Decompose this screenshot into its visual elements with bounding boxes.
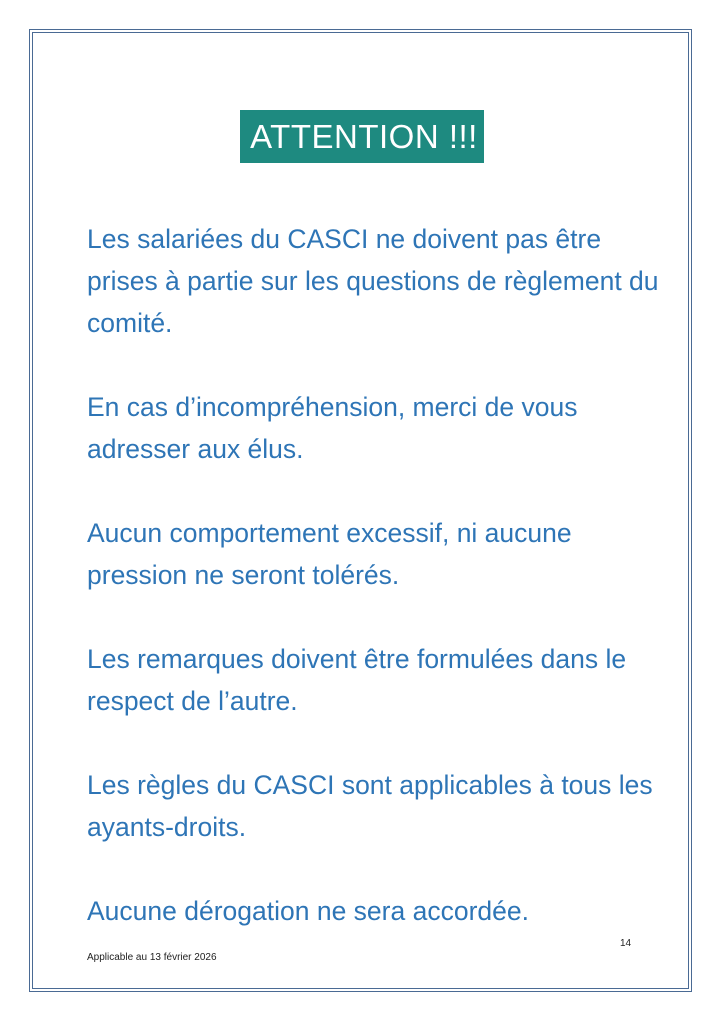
footer-applicable-date: Applicable au 13 février 2026 [87,952,217,963]
notice-paragraph: Aucune dérogation ne sera accordée. [87,896,529,926]
attention-title: ATTENTION !!! [240,110,484,163]
notice-paragraph: En cas d’incompréhension, merci de vous adresser aux élus. [87,392,578,464]
page-number: 14 [620,938,632,949]
notice-paragraph: Aucun comportement excessif, ni aucune pression ne seront tolérés. [87,518,572,590]
notice-body [87,218,677,932]
notice-paragraph: Les remarques doivent être formulées dans le respect de l’autre. [87,644,627,716]
notice-paragraph: Les règles du CASCI sont applicables à tous les ayants-droits. [87,770,653,842]
notice-paragraph: Les salariées du CASCI ne doivent pas être prises à partie sur les questions de règlement du comité. [87,224,659,338]
title-container [0,110,724,163]
